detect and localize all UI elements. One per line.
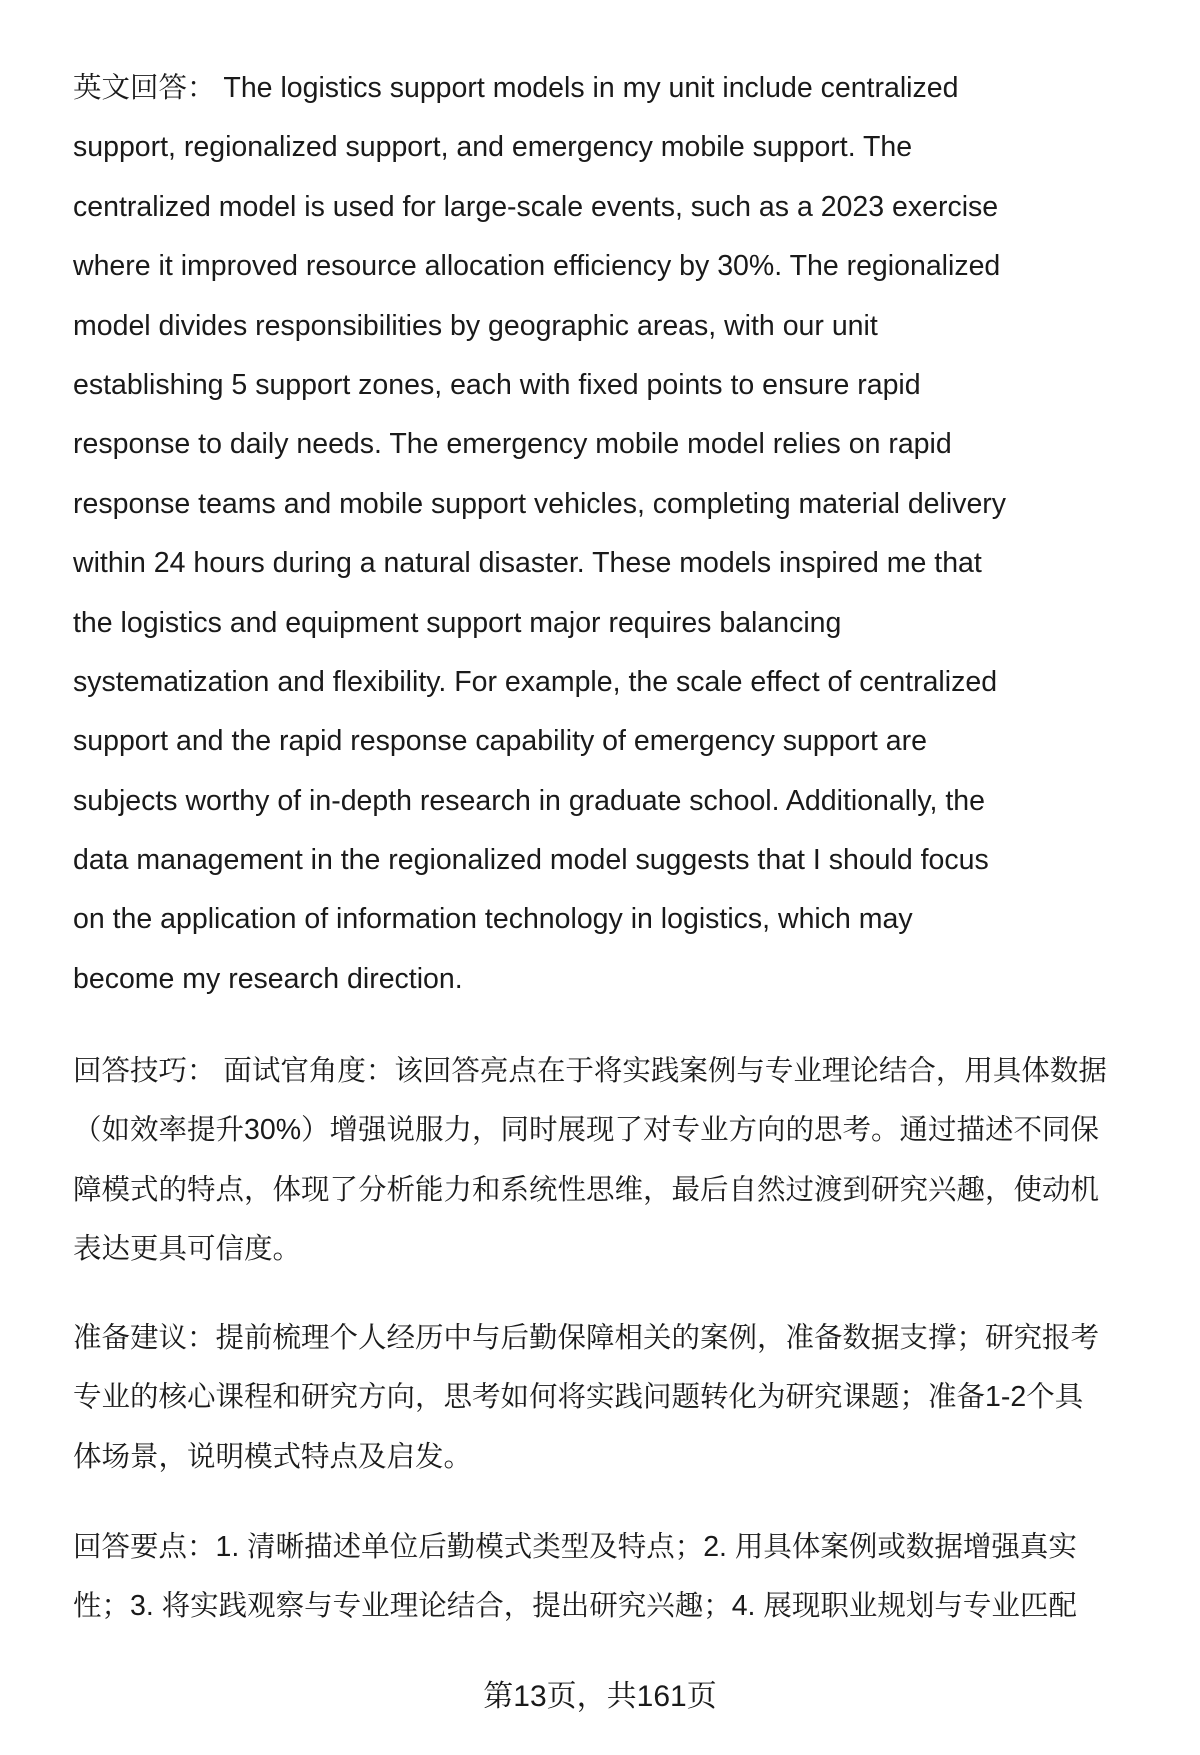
text-line: systematization and flexibility. For example, the scale effect of centralized [73, 665, 998, 698]
text-line: centralized model is used for large-scale events, such as a 2023 exercise [73, 190, 999, 223]
text-line: where it improved resource allocation efficiency by 30%. The regionalized [73, 250, 1001, 283]
text-line: support, regionalized support, and emergency mobile support. The [73, 131, 913, 164]
answer-tips-paragraph [73, 1042, 1173, 1280]
text-line: 准备建议：提前梳理个人经历中与后勤保障相关的案例，准备数据支撑；研究报考 [73, 1322, 1100, 1354]
text-line: on the application of information technology in logistics, which may [73, 903, 913, 936]
text-line: establishing 5 support zones, each with fixed points to ensure rapid [73, 368, 921, 401]
text-line: 专业的核心课程和研究方向，思考如何将实践问题转化为研究课题；准备1-2个具 [73, 1381, 1084, 1414]
text-line: 回答技巧： 面试官角度：该回答亮点在于将实践案例与专业理论结合，用具体数据 [73, 1055, 1107, 1087]
text-line: 障模式的特点，体现了分析能力和系统性思维，最后自然过渡到研究兴趣，使动机 [73, 1173, 1100, 1206]
text-line: subjects worthy of in-depth research in graduate school. Additionally, the [73, 784, 985, 817]
text-line: the logistics and equipment support major requires balancing [73, 606, 842, 639]
text-line: 表达更具可信度。 [73, 1233, 302, 1266]
text-line: response to daily needs. The emergency mobile model relies on rapid [73, 428, 952, 461]
text-line: 性；3. 将实践观察与专业理论结合，提出研究兴趣；4. 展现职业规划与专业匹配 [73, 1590, 1077, 1623]
text-line: model divides responsibilities by geographic areas, with our unit [73, 309, 878, 342]
english-answer-paragraph [73, 59, 1173, 1009]
preparation-advice-paragraph [73, 1309, 1173, 1487]
text-line: data management in the regionalized model suggests that I should focus [73, 844, 989, 877]
text-line: 体场景，说明模式特点及启发。 [73, 1440, 473, 1473]
page-number: 第13页，共161页 [483, 1680, 717, 1713]
text-line: response teams and mobile support vehicles, completing material delivery [73, 487, 1007, 520]
text-line: 回答要点：1. 清晰描述单位后勤模式类型及特点；2. 用具体案例或数据增强真实 [73, 1531, 1077, 1563]
answer-key-points-paragraph [73, 1518, 1173, 1637]
text-line: 英文回答： The logistics support models in my unit include centralized [73, 72, 959, 104]
text-line: （如效率提升30%）增强说服力，同时展现了对专业方向的思考。通过描述不同保 [73, 1114, 1100, 1147]
text-line: become my research direction. [73, 962, 463, 995]
text-line: within 24 hours during a natural disaster. These models inspired me that [73, 547, 982, 580]
text-line: support and the rapid response capability of emergency support are [73, 725, 927, 758]
